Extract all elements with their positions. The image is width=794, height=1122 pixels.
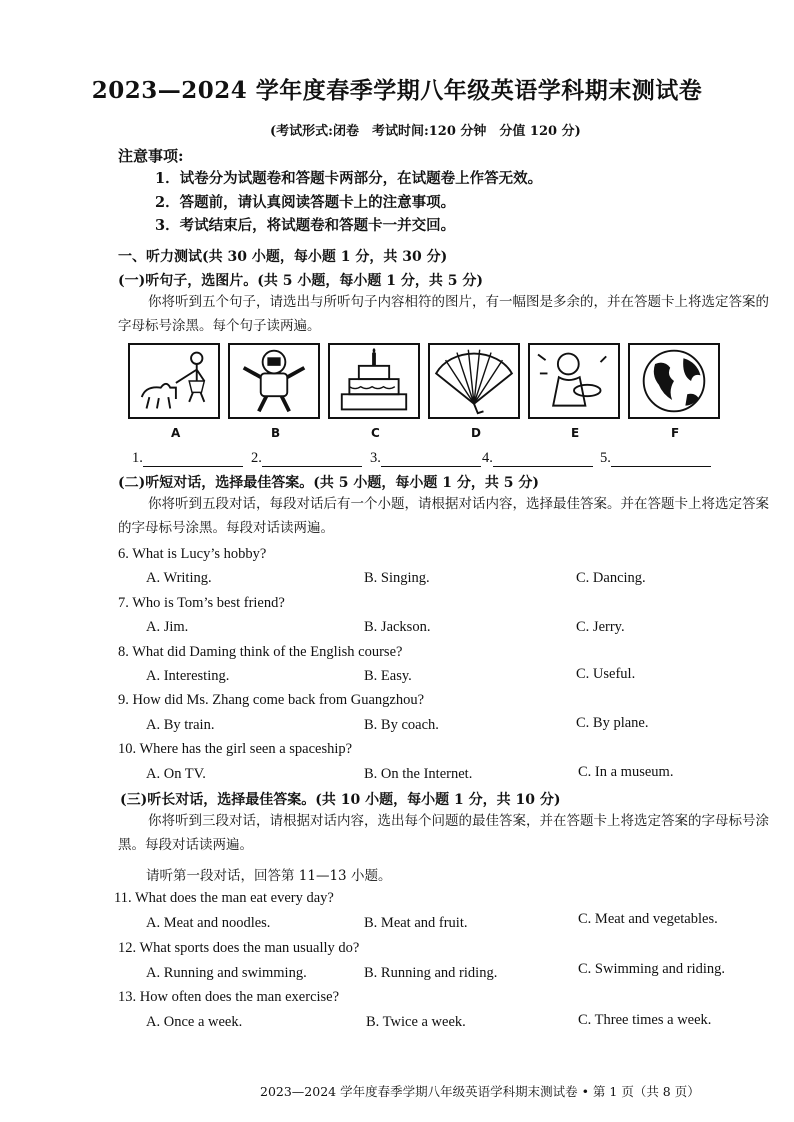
option-c[interactable]: C. Swimming and riding. bbox=[578, 961, 726, 977]
option-a[interactable]: A. On TV. bbox=[146, 766, 206, 782]
note-item: 1．试卷分为试题卷和答题卡两部分，在试题卷上作答无效。 bbox=[155, 170, 543, 187]
girl-walking-dog-icon bbox=[128, 343, 220, 419]
option-b[interactable]: B. Running and riding. bbox=[364, 965, 498, 981]
globe-icon bbox=[628, 343, 720, 419]
option-c[interactable]: C. In a museum. bbox=[578, 764, 674, 780]
section2-heading: (二)听短对话，选择最佳答案。(共 5 小题，每小题 1 分，共 5 分) bbox=[118, 475, 539, 491]
option-b[interactable]: B. Easy. bbox=[364, 668, 412, 684]
astronaut-icon bbox=[228, 343, 320, 419]
option-b[interactable]: B. Twice a week. bbox=[366, 1014, 466, 1030]
part1-heading: 一、听力测试(共 30 小题，每小题 1 分，共 30 分) bbox=[118, 249, 448, 265]
option-b[interactable]: B. Jackson. bbox=[364, 619, 431, 635]
question-6: 6. What is Lucy’s hobby? bbox=[118, 546, 267, 562]
note-item: 2．答题前，请认真阅读答题卡上的注意事项。 bbox=[155, 194, 456, 211]
section2-instruction: 你将听到五段对话，每段对话后有一个小题，请根据对话内容，选择最佳答案。并在答题卡上将选定答案的字母标号涂黑。每段对话读两遍。 bbox=[118, 496, 769, 536]
section1-heading: (一)听句子，选图片。(共 5 小题，每小题 1 分，共 5 分) bbox=[118, 273, 483, 289]
section1-instruction: 你将听到五个句子，请选出与所听句子内容相符的图片，有一幅图是多余的，并在答题卡上将选定答案的字母标号涂黑。每个句子读两遍。 bbox=[118, 294, 769, 334]
question-10: 10. Where has the girl seen a spaceship? bbox=[118, 741, 353, 757]
notes-heading: 注意事项: bbox=[118, 147, 184, 165]
note-item: 3．考试结束后，将试题卷和答题卡一并交回。 bbox=[155, 217, 456, 234]
question-12: 12. What sports does the man usually do? bbox=[118, 940, 360, 956]
page-title: 2023—2024 学年度春季学期八年级英语学科期末测试卷 bbox=[91, 77, 703, 104]
option-a[interactable]: A. Jim. bbox=[146, 619, 189, 635]
option-a[interactable]: A. Interesting. bbox=[146, 668, 230, 684]
answer-blank[interactable]: 2. bbox=[251, 450, 362, 467]
question-9: 9. How did Ms. Zhang come back from Guangzhou? bbox=[118, 692, 425, 708]
picture-label: A bbox=[171, 426, 181, 440]
dialogue-note: 请听第一段对话，回答第 11—13 小题。 bbox=[146, 868, 392, 884]
answer-blank[interactable]: 4. bbox=[482, 450, 593, 467]
option-c[interactable]: C. Meat and vegetables. bbox=[578, 911, 718, 927]
option-a[interactable]: A. Once a week. bbox=[146, 1014, 243, 1030]
section3-instruction: 你将听到三段对话，请根据对话内容，选出每个问题的最佳答案，并在答题卡上将选定答案的字母标号涂黑。每段对话读两遍。 bbox=[118, 813, 769, 853]
option-a[interactable]: A. Writing. bbox=[146, 570, 212, 586]
picture-row bbox=[128, 343, 718, 423]
question-11: 11. What does the man eat every day? bbox=[114, 890, 334, 906]
answer-blank[interactable]: 5. bbox=[600, 450, 711, 467]
option-b[interactable]: B. Meat and fruit. bbox=[364, 915, 468, 931]
option-b[interactable]: B. On the Internet. bbox=[364, 766, 473, 782]
picture-label: D bbox=[471, 426, 481, 440]
question-13: 13. How often does the man exercise? bbox=[118, 989, 340, 1005]
option-a[interactable]: A. By train. bbox=[146, 717, 215, 733]
option-c[interactable]: C. Dancing. bbox=[576, 570, 646, 586]
page-footer: 2023—2024 学年度春季学期八年级英语学科期末测试卷 • 第 1 页（共 8 页） bbox=[260, 1084, 700, 1099]
picture-label: C bbox=[371, 426, 380, 440]
picture-label: F bbox=[671, 426, 680, 440]
exam-info: (考试形式:闭卷 考试时间:120 分钟 分值 120 分) bbox=[270, 124, 581, 139]
option-c[interactable]: C. By plane. bbox=[576, 715, 649, 731]
question-7: 7. Who is Tom’s best friend? bbox=[118, 595, 285, 611]
option-b[interactable]: B. By coach. bbox=[364, 717, 439, 733]
option-c[interactable]: C. Useful. bbox=[576, 666, 636, 682]
option-a[interactable]: A. Running and swimming. bbox=[146, 965, 307, 981]
answer-blank[interactable]: 3. bbox=[370, 450, 481, 467]
picture-label: E bbox=[571, 426, 580, 440]
man-with-food-icon bbox=[528, 343, 620, 419]
option-c[interactable]: C. Three times a week. bbox=[578, 1012, 712, 1028]
option-b[interactable]: B. Singing. bbox=[364, 570, 430, 586]
question-8: 8. What did Daming think of the English course? bbox=[118, 644, 403, 660]
answer-blank[interactable]: 1. bbox=[132, 450, 243, 467]
option-c[interactable]: C. Jerry. bbox=[576, 619, 625, 635]
option-a[interactable]: A. Meat and noodles. bbox=[146, 915, 271, 931]
picture-label: B bbox=[271, 426, 281, 440]
folding-fan-icon bbox=[428, 343, 520, 419]
section3-heading: (三)听长对话，选择最佳答案。(共 10 小题，每小题 1 分，共 10 分) bbox=[120, 792, 561, 808]
birthday-cake-icon bbox=[328, 343, 420, 419]
